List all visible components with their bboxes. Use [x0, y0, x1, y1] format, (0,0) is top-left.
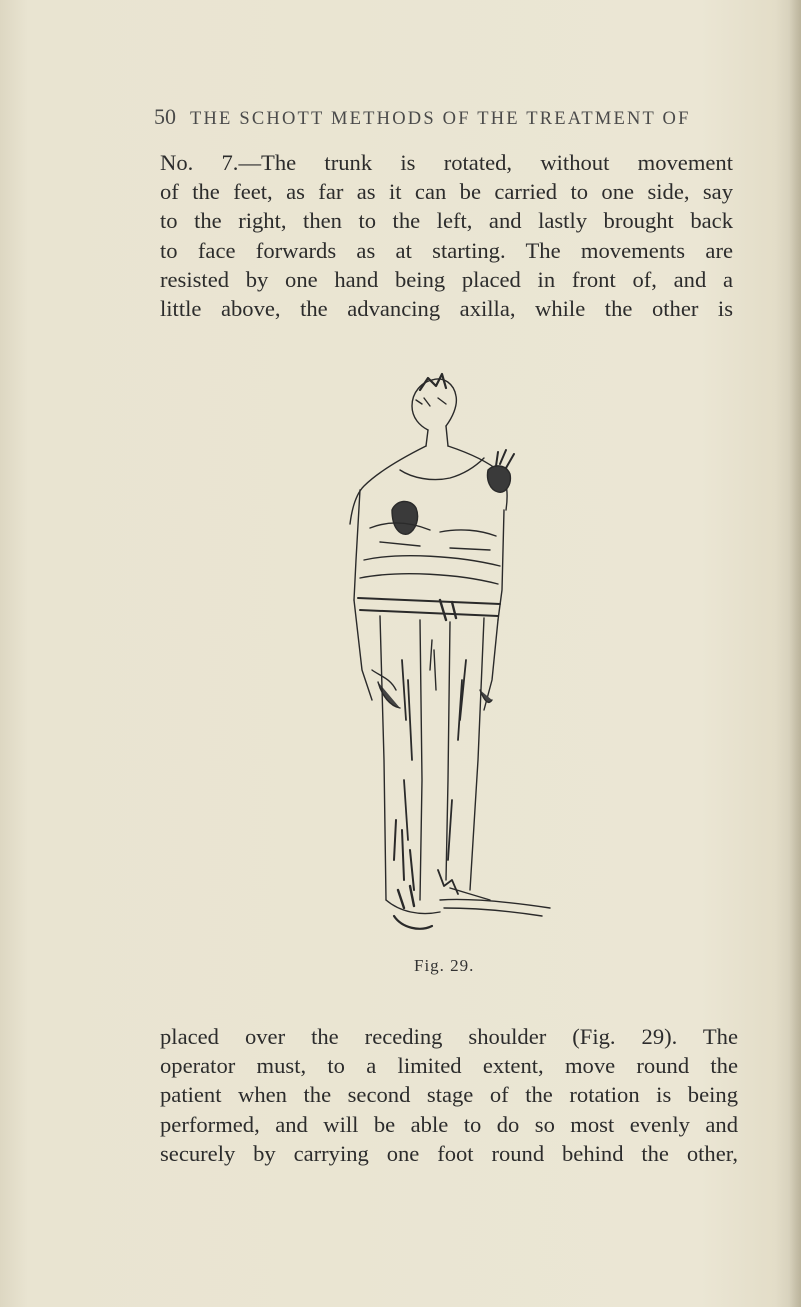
text-line: No. 7.—The trunk is rotated, without movement: [160, 150, 733, 175]
text-line: little above, the advancing axilla, while the other is: [160, 296, 733, 322]
bottom-paragraph: [160, 1022, 738, 1168]
running-title: THE SCHOTT METHODS OF THE TREATMENT OF: [190, 109, 691, 129]
text-line: resisted by one hand being placed in front of, and a: [160, 266, 733, 292]
text-line: placed over the receding shoulder (Fig. 29). The: [160, 1024, 738, 1049]
page-edge-shadow: [789, 0, 801, 1307]
text-line: of the feet, as far as it can be carried to one side, say: [160, 179, 733, 205]
running-head: [154, 104, 714, 130]
text-line: operator must, to a limited extent, move round the: [160, 1053, 738, 1079]
page-number: 50: [154, 104, 176, 129]
text-line: to face forwards as at starting. The movements are: [160, 237, 733, 263]
text-line: securely by carrying one foot round behind the other,: [160, 1140, 738, 1166]
text-line: to the right, then to the left, and lastly brought back: [160, 208, 733, 234]
text-line: performed, and will be able to do so most evenly and: [160, 1111, 738, 1137]
text-line: patient when the second stage of the rotation is being: [160, 1082, 738, 1108]
top-paragraph: [160, 148, 733, 323]
figure-illustration: [320, 360, 560, 950]
figure-caption: Fig. 29.: [414, 956, 475, 975]
